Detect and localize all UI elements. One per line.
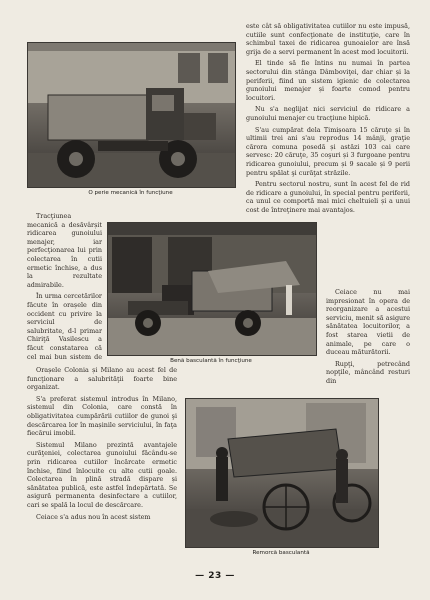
- paragraph: Tracţiunea mecanică a desăvârșit ridicarea gunoiului menajer, iar perfecţionarea lui prin colectarea în cutii ermetic închise, a dus la rezultate admirabile.: [27, 212, 102, 289]
- paragraph: S'a preferat sistemul introdus în Milano, sistemul din Colonia, care constă în obligativitatea cumpărării cutiilor de gunoi şi descărcarea lor în mașinile serviciului, în faţa fiecărui imobil.: [27, 394, 177, 438]
- photo-tipper-truck: [107, 222, 317, 356]
- paragraph: este cât să obligativitatea cutiilor nu este impusă, cutiile sunt confecţionate de instituţie, care în schimbul taxei de ridicarea gunoaielor are însă grija de a servi permanent în acest mod locuitorii.: [246, 22, 410, 56]
- trailer-illustration: [186, 399, 378, 547]
- tipper-truck-illustration: [108, 223, 316, 355]
- paragraph: Pentru sectorul nostru, sunt în acest fel de rid de ridicare a gunoiului, în special pentru periferii, ca unul ce comportă mai mici cheltuieli și a unui cost de întreţinere mai avantajos.: [246, 180, 410, 214]
- page-number: — 23 —: [195, 571, 235, 581]
- paragraph: Rupţi, petrecând nopţile, mâncând resturi din: [326, 359, 410, 385]
- paragraph: Ceiace s'a adus nou în acest sistem: [36, 512, 151, 521]
- caption-photo-3: Remorcă basculantă: [252, 550, 310, 556]
- paragraph: Nu s'a neglijat nici serviciul de ridicare a gunoiului menajer cu tracţiune hipică.: [246, 105, 410, 122]
- paragraph: Ceiace nu mai impresionat în opera de reorganizare a acestui serviciu, menit să asigure sănătatea locuitorilor, a fost starea vietii de animale, pe care o duceau măturătorii.: [326, 288, 410, 357]
- paragraph: El tinde să fie întins nu numai în partea sectorului din stânga Dâmboviţei, dar chiar și la periferii, fiind un sistem igienic de colectarea gunoiului menajer și foarte comod pentru locuitori.: [246, 59, 410, 102]
- paragraph: Orașele Colonia și Milano au acest fel de funcţionare a salubrităţii foarte bine organizat.: [27, 366, 177, 392]
- text-column-right-top: [246, 22, 410, 248]
- text-column-right-mid: [326, 288, 410, 390]
- text-column-left-mid: [27, 212, 102, 360]
- photo-street-sweeper-truck: [27, 42, 236, 188]
- photo-tipping-trailer: [185, 398, 379, 548]
- text-column-left-bottom: [27, 366, 177, 570]
- truck-illustration: [28, 43, 235, 187]
- paragraph: S'au cumpărat dela Timișoara 15 căruţe și în ultimii trei ani s'au reprodus 14 mânji, graţie cărora comuna posedă și astăzi 103 cai care servesc: 20 căruţe, 35 coşuri și 3 furgoane pentru ridicarea gunoiului, precum și 9 sacale și 9 perii pentru spălat şi curăţat străzile.: [246, 125, 410, 177]
- caption-photo-2: Benă basculantă în funcţiune: [170, 358, 252, 364]
- caption-photo-1: O perie mecanică în funcţiune: [88, 190, 173, 196]
- paragraph: În urma cercetărilor făcute în orașele din occident cu privire la serviciul de salubritate, d-l primar Chiriţă Vasilescu a făcut constatarea că cel mai bun sistem de: [27, 292, 102, 360]
- paragraph: Sistemul Milano prezintă avantajele curăţeniei, colectarea gunoiului făcându-se prin ridicarea cutiilor încărcate ermetic închise, fiind înlocuite cu alte cutii goale. Colectarea în plină stradă dispare și sănătatea publică, este astfel îndepărtată. Se asigură permanenta desinfectare a cutiilor, cari se spală la locul de descărcare.: [27, 440, 177, 509]
